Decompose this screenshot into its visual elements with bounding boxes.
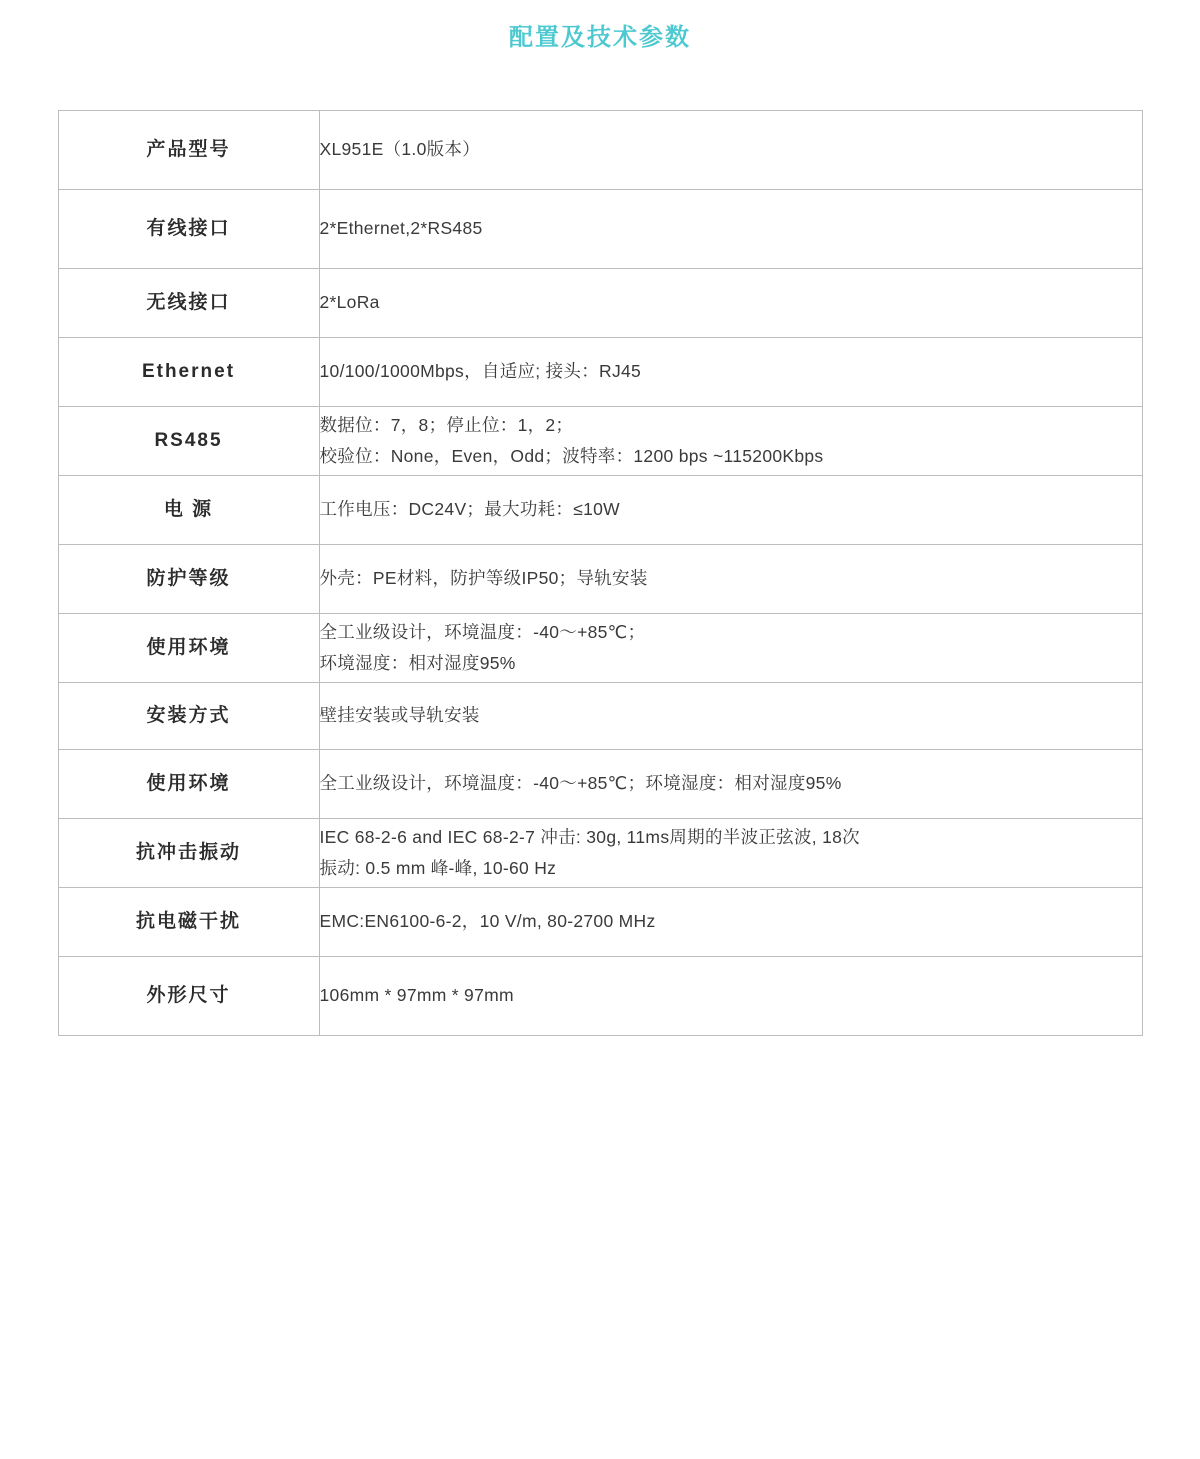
spec-label: 电 源 bbox=[58, 475, 319, 544]
table-row bbox=[58, 544, 1142, 613]
spec-value bbox=[319, 189, 1142, 268]
spec-value-line: 10/100/1000Mbps，自适应; 接头：RJ45 bbox=[319, 361, 642, 382]
spec-value bbox=[319, 475, 1142, 544]
spec-value bbox=[319, 613, 1142, 682]
table-row bbox=[58, 406, 1142, 475]
table-row bbox=[58, 956, 1142, 1035]
spec-value bbox=[319, 749, 1142, 818]
spec-value-line: 工作电压：DC24V；最大功耗：≤10W bbox=[319, 499, 620, 520]
spec-value-line: 2*Ethernet,2*RS485 bbox=[319, 218, 483, 239]
spec-label: 使用环境 bbox=[58, 749, 319, 818]
page-title: 配置及技术参数 bbox=[509, 24, 691, 51]
spec-label: 安装方式 bbox=[58, 682, 319, 749]
spec-label: 产品型号 bbox=[58, 110, 319, 189]
spec-label: 有线接口 bbox=[58, 189, 319, 268]
spec-label: 无线接口 bbox=[58, 268, 319, 337]
spec-value bbox=[319, 887, 1142, 956]
spec-value-line: XL951E（1.0版本） bbox=[319, 139, 481, 160]
table-row bbox=[58, 749, 1142, 818]
spec-value-line: 振动: 0.5 mm 峰-峰, 10-60 Hz bbox=[319, 857, 557, 878]
spec-value-line: 环境湿度：相对湿度95% bbox=[319, 652, 516, 673]
spec-value-line: 外壳：PE材料，防护等级IP50；导轨安装 bbox=[319, 568, 648, 589]
spec-label: 使用环境 bbox=[58, 613, 319, 682]
spec-value-line: 校验位：None，Even，Odd；波特率：1200 bps ~115200Kbps bbox=[319, 445, 824, 466]
table-row bbox=[58, 613, 1142, 682]
spec-value bbox=[319, 268, 1142, 337]
spec-value-line: 数据位：7，8；停止位：1，2； bbox=[319, 415, 574, 436]
table-row bbox=[58, 887, 1142, 956]
table-row bbox=[58, 110, 1142, 189]
spec-value-line: IEC 68-2-6 and IEC 68-2-7 冲击: 30g, 11ms周期的半波正弦波, 18次 bbox=[319, 827, 860, 848]
spec-label: 抗冲击振动 bbox=[58, 818, 319, 887]
spec-value-line: 全工业级设计，环境温度：-40～+85℃； bbox=[319, 622, 646, 643]
table-row bbox=[58, 337, 1142, 406]
spec-value bbox=[319, 682, 1142, 749]
spec-value bbox=[319, 110, 1142, 189]
table-row bbox=[58, 475, 1142, 544]
spec-value-line: 106mm * 97mm * 97mm bbox=[319, 985, 514, 1006]
table-row bbox=[58, 268, 1142, 337]
table-row bbox=[58, 682, 1142, 749]
spec-value bbox=[319, 544, 1142, 613]
spec-value bbox=[319, 818, 1142, 887]
spec-value-line: 全工业级设计，环境温度：-40～+85℃；环境湿度：相对湿度95% bbox=[319, 773, 842, 794]
spec-table-container bbox=[58, 53, 1143, 1036]
spec-value bbox=[319, 337, 1142, 406]
spec-value-line: 2*LoRa bbox=[319, 292, 380, 313]
spec-label: 防护等级 bbox=[58, 544, 319, 613]
spec-value bbox=[319, 956, 1142, 1035]
spec-label: Ethernet bbox=[58, 337, 319, 406]
spec-value-line: 壁挂安装或导轨安装 bbox=[319, 705, 480, 726]
spec-label: 外形尺寸 bbox=[58, 956, 319, 1035]
spec-label: RS485 bbox=[58, 406, 319, 475]
table-row bbox=[58, 818, 1142, 887]
spec-table bbox=[58, 110, 1143, 1036]
spec-table-body bbox=[58, 110, 1142, 1035]
spec-value-line: EMC:EN6100-6-2，10 V/m, 80-2700 MHz bbox=[319, 911, 656, 932]
spec-value bbox=[319, 406, 1142, 475]
table-row bbox=[58, 189, 1142, 268]
spec-label: 抗电磁干扰 bbox=[58, 887, 319, 956]
